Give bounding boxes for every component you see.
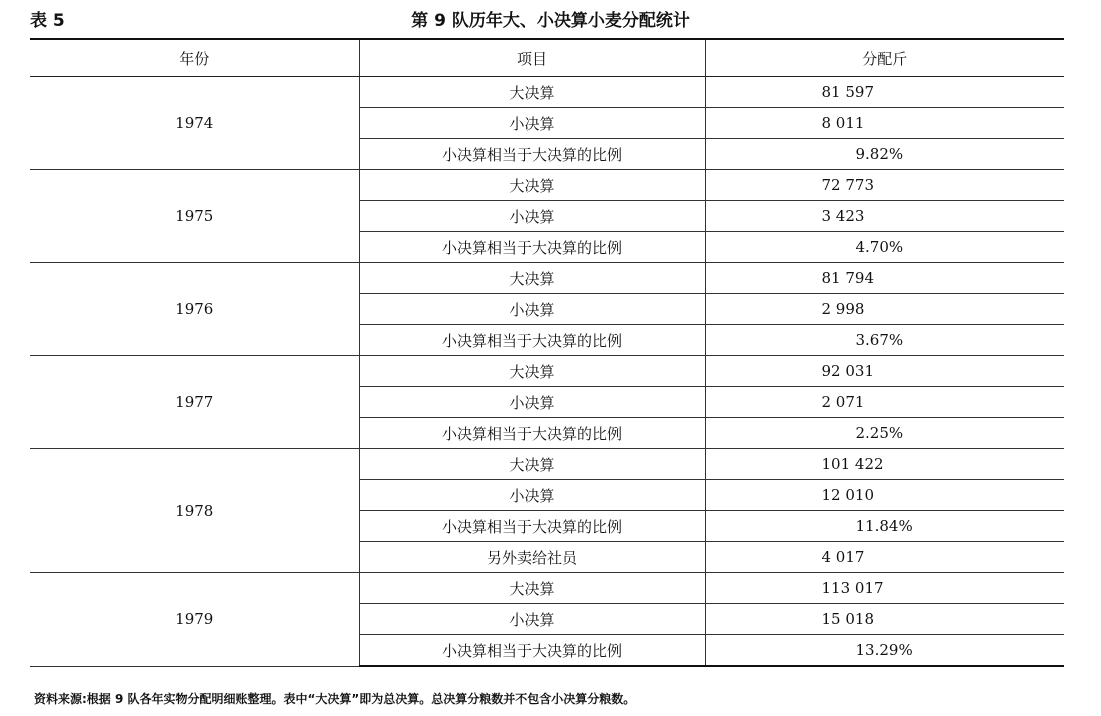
item-cell: 小决算相当于大决算的比例 bbox=[359, 325, 705, 356]
item-cell: 小决算相当于大决算的比例 bbox=[359, 635, 705, 667]
value-cell bbox=[705, 294, 1064, 325]
value-cell bbox=[705, 511, 1064, 542]
source-footnote: 资料来源:根据 9 队各年实物分配明细账整理。表中“大决算”即为总决算。总决算分粮数并不包含小决算分粮数。 bbox=[34, 692, 636, 706]
column-header-item: 项目 bbox=[359, 39, 705, 77]
item-cell: 小决算 bbox=[359, 387, 705, 418]
value-cell bbox=[705, 170, 1064, 201]
year-cell: 1977 bbox=[30, 356, 359, 449]
column-header-year: 年份 bbox=[30, 39, 359, 77]
value-text: 81 794 bbox=[821, 269, 874, 287]
item-cell: 小决算 bbox=[359, 604, 705, 635]
table-body bbox=[30, 77, 1064, 667]
value-cell bbox=[705, 201, 1064, 232]
value-cell bbox=[705, 139, 1064, 170]
value-cell bbox=[705, 542, 1064, 573]
year-cell: 1979 bbox=[30, 573, 359, 667]
value-cell bbox=[705, 325, 1064, 356]
item-cell: 大决算 bbox=[359, 77, 705, 108]
value-text: 2.25% bbox=[855, 424, 904, 442]
item-cell: 大决算 bbox=[359, 170, 705, 201]
value-cell bbox=[705, 108, 1064, 139]
item-cell: 小决算相当于大决算的比例 bbox=[359, 418, 705, 449]
item-cell: 小决算相当于大决算的比例 bbox=[359, 139, 705, 170]
item-cell: 小决算 bbox=[359, 480, 705, 511]
value-text: 3 423 bbox=[821, 207, 865, 225]
value-text: 4 017 bbox=[821, 548, 865, 566]
value-text: 8 011 bbox=[821, 114, 865, 132]
value-text: 101 422 bbox=[821, 455, 884, 473]
value-cell bbox=[705, 604, 1064, 635]
value-text: 2 071 bbox=[821, 393, 865, 411]
item-cell: 另外卖给社员 bbox=[359, 542, 705, 573]
item-cell: 大决算 bbox=[359, 263, 705, 294]
year-cell: 1978 bbox=[30, 449, 359, 573]
value-cell bbox=[705, 573, 1064, 604]
value-text: 2 998 bbox=[821, 300, 865, 318]
value-text: 72 773 bbox=[821, 176, 874, 194]
value-text: 113 017 bbox=[821, 579, 884, 597]
table-header bbox=[0, 0, 1101, 34]
value-text: 12 010 bbox=[821, 486, 874, 504]
table-row bbox=[30, 170, 1064, 201]
year-cell: 1976 bbox=[30, 263, 359, 356]
table-row bbox=[30, 449, 1064, 480]
value-text: 15 018 bbox=[821, 610, 874, 628]
value-text: 81 597 bbox=[821, 83, 874, 101]
item-cell: 小决算相当于大决算的比例 bbox=[359, 511, 705, 542]
value-cell bbox=[705, 356, 1064, 387]
value-text: 13.29% bbox=[855, 641, 913, 659]
item-cell: 小决算相当于大决算的比例 bbox=[359, 232, 705, 263]
value-cell bbox=[705, 387, 1064, 418]
table-title: 第 9 队历年大、小决算小麦分配统计 bbox=[411, 11, 690, 31]
distribution-table bbox=[30, 38, 1064, 667]
item-cell: 小决算 bbox=[359, 294, 705, 325]
value-text: 3.67% bbox=[855, 331, 904, 349]
value-text: 11.84% bbox=[855, 517, 913, 535]
item-cell: 大决算 bbox=[359, 356, 705, 387]
table-row bbox=[30, 356, 1064, 387]
table-header-row bbox=[30, 39, 1064, 77]
value-cell bbox=[705, 449, 1064, 480]
year-cell: 1974 bbox=[30, 77, 359, 170]
value-cell bbox=[705, 77, 1064, 108]
year-cell: 1975 bbox=[30, 170, 359, 263]
value-text: 9.82% bbox=[855, 145, 904, 163]
value-cell bbox=[705, 480, 1064, 511]
value-text: 92 031 bbox=[821, 362, 874, 380]
value-text: 4.70% bbox=[855, 238, 904, 256]
value-cell bbox=[705, 418, 1064, 449]
table-row bbox=[30, 77, 1064, 108]
column-header-value: 分配斤 bbox=[705, 39, 1064, 77]
item-cell: 小决算 bbox=[359, 201, 705, 232]
item-cell: 大决算 bbox=[359, 449, 705, 480]
table-label: 表 5 bbox=[30, 11, 65, 31]
table-row bbox=[30, 263, 1064, 294]
table-row bbox=[30, 573, 1064, 604]
value-cell bbox=[705, 263, 1064, 294]
item-cell: 小决算 bbox=[359, 108, 705, 139]
value-cell bbox=[705, 635, 1064, 667]
item-cell: 大决算 bbox=[359, 573, 705, 604]
value-cell bbox=[705, 232, 1064, 263]
